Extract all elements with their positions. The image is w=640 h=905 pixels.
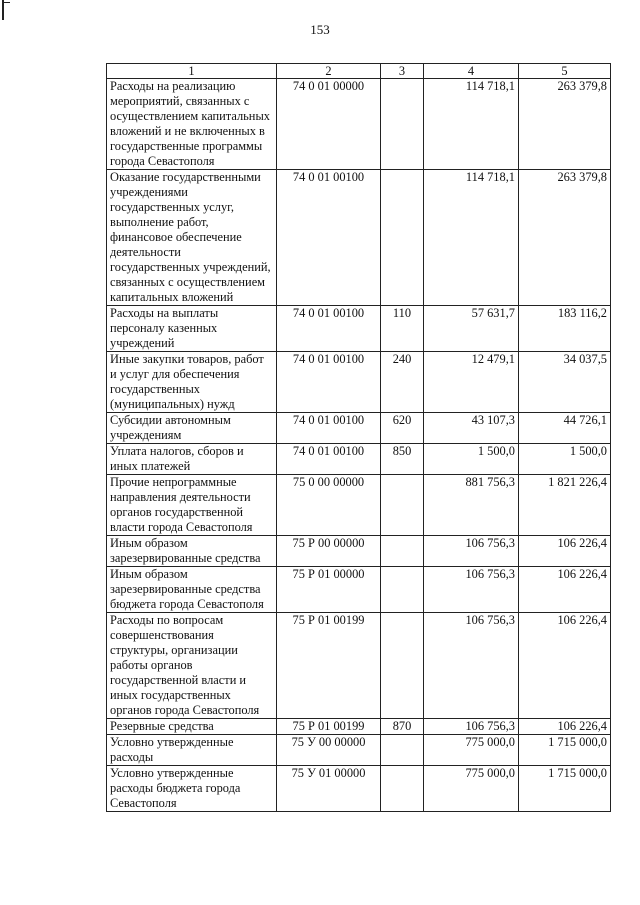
row-type: 620 [381,413,424,444]
row-type [381,79,424,170]
row-name: Расходы на реализацию мероприятий, связанных с осуществлением капитальных вложений и не включенных в государственные программы города Севастополя [107,79,277,170]
table-row [107,536,611,567]
row-code: 74 0 01 00100 [277,352,381,413]
row-value-col5: 263 379,8 [519,170,611,306]
row-value-col5: 106 226,4 [519,567,611,613]
row-value-col4: 106 756,3 [424,719,519,735]
table-row [107,444,611,475]
row-value-col4: 106 756,3 [424,613,519,719]
row-value-col4: 43 107,3 [424,413,519,444]
page-number: 153 [310,22,330,37]
row-type [381,613,424,719]
row-code: 75 У 00 00000 [277,735,381,766]
row-code: 74 0 01 00100 [277,444,381,475]
header-row [107,64,611,79]
row-type [381,766,424,812]
row-type: 870 [381,719,424,735]
scan-edge-mark [4,2,10,3]
row-type: 240 [381,352,424,413]
row-code: 75 Р 01 00199 [277,613,381,719]
row-type [381,567,424,613]
row-name: Иные закупки товаров, работ и услуг для обеспечения государственных (муниципальных) нужд [107,352,277,413]
column-header: 2 [277,64,381,79]
row-value-col5: 106 226,4 [519,613,611,719]
row-value-col5: 106 226,4 [519,536,611,567]
table-row [107,766,611,812]
row-code: 75 Р 00 00000 [277,536,381,567]
row-code: 75 0 00 00000 [277,475,381,536]
row-value-col4: 57 631,7 [424,306,519,352]
row-name: Оказание государственными учреждениями государственных услуг, выполнение работ, финансовое обеспечение деятельности государственных учреждений, связанных с осуществлением капитальных вложений [107,170,277,306]
row-name: Иным образом зарезервированные средства бюджета города Севастополя [107,567,277,613]
row-type: 110 [381,306,424,352]
row-value-col5: 44 726,1 [519,413,611,444]
row-value-col4: 1 500,0 [424,444,519,475]
table-row [107,352,611,413]
row-code: 74 0 01 00100 [277,306,381,352]
column-header: 5 [519,64,611,79]
row-code: 74 0 01 00100 [277,413,381,444]
row-code: 75 У 01 00000 [277,766,381,812]
table-row [107,413,611,444]
row-type [381,536,424,567]
column-header: 3 [381,64,424,79]
row-code: 75 Р 01 00199 [277,719,381,735]
row-name: Расходы на выплаты персоналу казенных учреждений [107,306,277,352]
row-value-col4: 106 756,3 [424,567,519,613]
column-header: 1 [107,64,277,79]
row-name: Расходы по вопросам совершенствования структуры, организации работы органов государственной власти и иных государственных органов города Севастополя [107,613,277,719]
table-row [107,170,611,306]
row-value-col4: 12 479,1 [424,352,519,413]
row-value-col5: 1 821 226,4 [519,475,611,536]
row-value-col5: 183 116,2 [519,306,611,352]
row-value-col4: 114 718,1 [424,170,519,306]
row-value-col4: 775 000,0 [424,766,519,812]
row-value-col5: 1 715 000,0 [519,735,611,766]
row-value-col4: 106 756,3 [424,536,519,567]
row-value-col5: 1 715 000,0 [519,766,611,812]
row-value-col4: 881 756,3 [424,475,519,536]
table-row [107,79,611,170]
row-type [381,735,424,766]
row-type [381,475,424,536]
table-row [107,735,611,766]
row-value-col5: 106 226,4 [519,719,611,735]
row-code: 75 Р 01 00000 [277,567,381,613]
table-row [107,475,611,536]
scan-edge-mark [2,0,4,20]
row-code: 74 0 01 00000 [277,79,381,170]
row-type: 850 [381,444,424,475]
row-name: Прочие непрограммные направления деятельности органов государственной власти города Севастополя [107,475,277,536]
row-type [381,170,424,306]
row-name: Субсидии автономным учреждениям [107,413,277,444]
row-name: Иным образом зарезервированные средства [107,536,277,567]
budget-table [106,63,611,812]
row-name: Резервные средства [107,719,277,735]
row-name: Уплата налогов, сборов и иных платежей [107,444,277,475]
row-name: Условно утвержденные расходы [107,735,277,766]
table-row [107,306,611,352]
row-value-col5: 1 500,0 [519,444,611,475]
row-name: Условно утвержденные расходы бюджета города Севастополя [107,766,277,812]
row-value-col4: 775 000,0 [424,735,519,766]
table-row [107,613,611,719]
table-row [107,567,611,613]
row-value-col5: 34 037,5 [519,352,611,413]
table-row [107,719,611,735]
column-header: 4 [424,64,519,79]
row-value-col5: 263 379,8 [519,79,611,170]
row-value-col4: 114 718,1 [424,79,519,170]
row-code: 74 0 01 00100 [277,170,381,306]
